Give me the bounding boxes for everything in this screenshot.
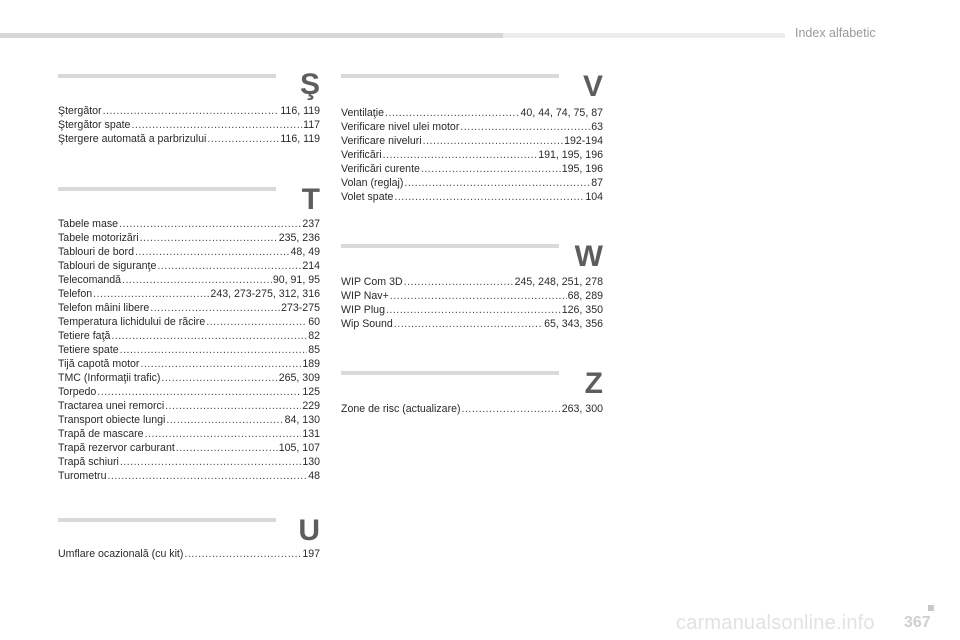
entry-term: Turometru — [58, 470, 107, 482]
index-entry — [341, 190, 603, 204]
index-entry — [58, 259, 320, 273]
entry-pages: 192-194 — [564, 135, 603, 147]
entry-term: Volan (reglaj) — [341, 177, 404, 189]
dot-leader — [150, 301, 280, 315]
dot-leader — [120, 343, 308, 357]
entry-term: Verificări — [341, 149, 382, 161]
entry-list — [58, 547, 320, 561]
section-letter: Z — [584, 367, 603, 400]
entry-pages: 273-275 — [281, 302, 320, 314]
index-entry — [58, 413, 320, 427]
dot-leader — [161, 371, 277, 385]
entry-term: Verificări curente — [341, 163, 420, 175]
index-entry — [58, 329, 320, 343]
entry-pages: 90, 91, 95 — [272, 274, 320, 286]
index-entry — [58, 104, 320, 118]
index-entry — [58, 118, 320, 132]
index-entry — [58, 469, 320, 483]
header-bar — [0, 33, 503, 38]
entry-term: Telefon — [58, 288, 93, 300]
dot-leader — [207, 132, 279, 146]
dot-leader — [423, 134, 563, 148]
entry-pages: 237 — [302, 218, 320, 230]
entry-pages: 48, 49 — [290, 246, 320, 258]
entry-term: Trapă rezervor carburant — [58, 442, 175, 454]
dot-leader — [111, 329, 307, 343]
entry-term: Verificare niveluri — [341, 135, 422, 147]
entry-term: Volet spate — [341, 191, 394, 203]
entry-pages: 214 — [302, 260, 320, 272]
entry-pages: 263, 300 — [561, 403, 603, 415]
entry-pages: 104 — [585, 191, 603, 203]
entry-term: Telefon mâini libere — [58, 302, 150, 314]
entry-term: Umflare ocazională (cu kit) — [58, 548, 184, 560]
dot-leader — [140, 231, 278, 245]
index-entry — [341, 120, 603, 134]
entry-pages: 116, 119 — [280, 105, 320, 117]
index-entry — [58, 231, 320, 245]
index-entry — [58, 547, 320, 561]
dot-leader — [165, 399, 301, 413]
dot-leader — [140, 357, 301, 371]
entry-pages: 40, 44, 74, 75, 87 — [520, 107, 603, 119]
entry-pages: 245, 248, 251, 278 — [514, 276, 603, 288]
section-letter: T — [301, 183, 320, 216]
index-entry — [341, 106, 603, 120]
section-letter: U — [298, 514, 320, 547]
entry-term: Wip Sound — [341, 318, 393, 330]
index-entry — [58, 273, 320, 287]
entry-term: TMC (Informaţii trafic) — [58, 372, 161, 384]
index-entry — [58, 357, 320, 371]
dot-leader — [120, 455, 301, 469]
entry-term: WIP Nav+ — [341, 290, 389, 302]
dot-leader — [404, 176, 590, 190]
entry-term: Tetiere faţă — [58, 330, 111, 342]
entry-pages: 65, 343, 356 — [544, 318, 603, 330]
dot-leader — [421, 162, 561, 176]
section-letter: W — [574, 240, 603, 273]
entry-pages: 63 — [591, 121, 603, 133]
dot-leader — [385, 106, 520, 120]
dot-leader — [184, 547, 301, 561]
entry-term: WIP Com 3D — [341, 276, 403, 288]
dot-leader — [394, 317, 543, 331]
dot-leader — [145, 427, 302, 441]
index-entry — [58, 343, 320, 357]
index-entry — [58, 315, 320, 329]
entry-pages: 265, 309 — [278, 372, 320, 384]
section-rule — [341, 244, 559, 248]
dot-leader — [93, 287, 209, 301]
index-entry — [58, 455, 320, 469]
dot-leader — [383, 148, 538, 162]
entry-term: WIP Plug — [341, 304, 385, 316]
index-entry — [58, 301, 320, 315]
dot-leader — [390, 289, 567, 303]
dot-leader — [166, 413, 283, 427]
entry-pages: 116, 119 — [280, 133, 320, 145]
index-entry — [341, 303, 603, 317]
index-entry — [341, 317, 603, 331]
index-entry — [58, 385, 320, 399]
index-entry — [58, 132, 320, 146]
entry-term: Tijă capotă motor — [58, 358, 140, 370]
entry-pages: 117 — [303, 119, 320, 131]
entry-term: Tabele mase — [58, 218, 119, 230]
dot-leader — [176, 441, 278, 455]
entry-term: Ştergător spate — [58, 119, 131, 131]
entry-pages: 191, 195, 196 — [538, 149, 603, 161]
entry-term: Temperatura lichidului de răcire — [58, 316, 206, 328]
page-title: Index alfabetic — [795, 26, 876, 40]
entry-list — [341, 275, 603, 331]
entry-pages: 197 — [302, 548, 320, 560]
entry-list — [341, 106, 603, 204]
entry-pages: 82 — [308, 330, 320, 342]
dot-leader — [462, 402, 561, 416]
entry-pages: 229 — [302, 400, 320, 412]
entry-pages: 105, 107 — [278, 442, 320, 454]
entry-term: Trapă de mascare — [58, 428, 144, 440]
section-letter: V — [582, 70, 603, 103]
dot-leader — [131, 118, 302, 132]
entry-term: Ştergere automată a parbrizului — [58, 133, 207, 145]
entry-pages: 243, 273-275, 312, 316 — [210, 288, 320, 300]
entry-pages: 131 — [302, 428, 320, 440]
entry-list — [341, 402, 603, 416]
section-rule — [58, 518, 276, 522]
header-bar-light — [503, 33, 785, 38]
page-number: 367 — [904, 614, 931, 631]
index-entry — [341, 134, 603, 148]
section-rule — [58, 74, 276, 78]
dot-leader — [97, 385, 301, 399]
entry-term: Trapă schiuri — [58, 456, 119, 468]
dot-leader — [206, 315, 307, 329]
index-entry — [341, 148, 603, 162]
entry-term: Tractarea unei remorci — [58, 400, 165, 412]
index-entry — [341, 402, 603, 416]
entry-pages: 87 — [591, 177, 603, 189]
entry-term: Transport obiecte lungi — [58, 414, 166, 426]
entry-pages: 130 — [302, 456, 320, 468]
index-entry — [58, 245, 320, 259]
dot-leader — [119, 217, 301, 231]
dot-leader — [122, 273, 272, 287]
entry-list — [58, 217, 320, 483]
section-letter: Ş — [299, 68, 320, 101]
entry-pages: 48 — [308, 470, 320, 482]
index-entry — [58, 217, 320, 231]
index-entry — [58, 399, 320, 413]
section-rule — [341, 371, 559, 375]
entry-term: Zone de risc (actualizare) — [341, 403, 461, 415]
entry-pages: 60 — [308, 316, 320, 328]
section-rule — [341, 74, 559, 78]
entry-pages: 195, 196 — [561, 163, 603, 175]
index-entry — [58, 371, 320, 385]
dot-leader — [394, 190, 584, 204]
index-entry — [341, 162, 603, 176]
dot-leader — [404, 275, 514, 289]
dot-leader — [107, 469, 307, 483]
entry-term: Telecomandă — [58, 274, 122, 286]
dot-leader — [103, 104, 280, 118]
entry-pages: 68, 289 — [567, 290, 603, 302]
section-rule — [58, 187, 276, 191]
index-entry — [58, 287, 320, 301]
dot-leader — [386, 303, 561, 317]
entry-term: Tetiere spate — [58, 344, 119, 356]
dot-leader — [135, 245, 290, 259]
entry-pages: 84, 130 — [284, 414, 320, 426]
dot-leader — [157, 259, 301, 273]
entry-pages: 235, 236 — [278, 232, 320, 244]
entry-list — [58, 104, 320, 146]
index-entry — [58, 441, 320, 455]
entry-term: Ventilaţie — [341, 107, 384, 119]
footer-marker — [928, 605, 934, 611]
watermark: carmanualsonline.info — [676, 612, 875, 634]
entry-term: Ştergător — [58, 105, 102, 117]
index-entry — [341, 176, 603, 190]
entry-term: Torpedo — [58, 386, 97, 398]
entry-pages: 85 — [308, 344, 320, 356]
entry-term: Verificare nivel ulei motor — [341, 121, 460, 133]
index-entry — [341, 289, 603, 303]
dot-leader — [460, 120, 590, 134]
index-entry — [58, 427, 320, 441]
index-entry — [341, 275, 603, 289]
entry-pages: 189 — [302, 358, 320, 370]
entry-term: Tabele motorizări — [58, 232, 139, 244]
entry-term: Tablouri de bord — [58, 246, 134, 258]
entry-pages: 125 — [302, 386, 320, 398]
entry-term: Tablouri de siguranţe — [58, 260, 157, 272]
entry-pages: 126, 350 — [561, 304, 603, 316]
